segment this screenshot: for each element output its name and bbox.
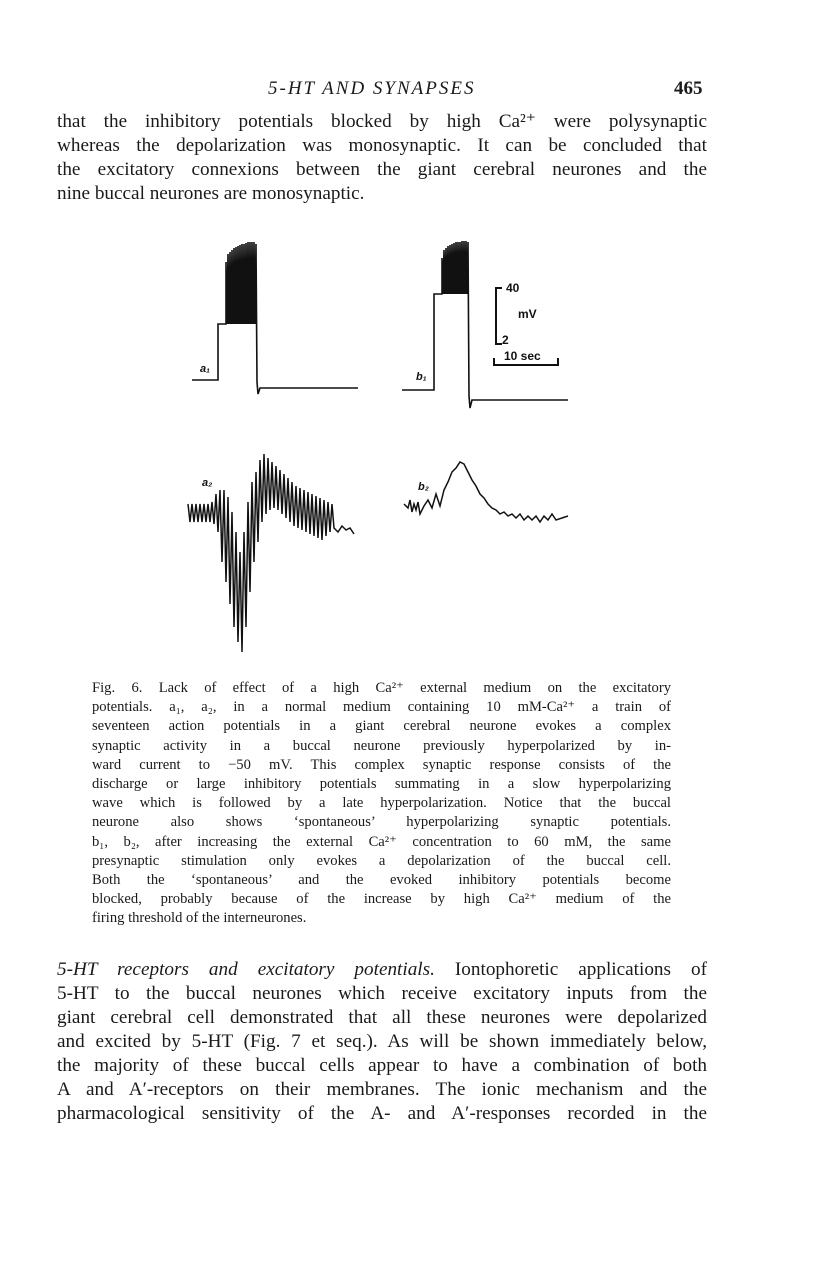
label-a2: a₂ [202,477,213,489]
scale-voltage-bottom: 2 [502,333,509,347]
paragraph-line: 5-HT to the buccal neurones which receive excitatory inputs from the [57,983,707,1004]
caption-line: wave which is followed by a late hyperpolarization. Notice that the buccal [92,795,671,812]
caption-line: presynaptic stimulation only evokes a depolarization of the buccal cell. [92,852,671,869]
paragraph-2 [57,958,707,1126]
caption-line: blocked, probably because of the increase by high Ca²⁺ medium of the [92,891,671,908]
caption-line: b₁, b₂, after increasing the external Ca²⁺ concentration to 60 mM, the same [92,833,671,850]
paragraph-line: that the inhibitory potentials blocked by high Ca²⁺ were polysynaptic [57,111,707,132]
paragraph-1 [57,110,707,206]
caption-line: potentials. a₁, a₂, in a normal medium containing 10 mM-Ca²⁺ a train of [92,699,671,716]
figure-6 [180,232,580,672]
caption-line: firing threshold of the interneurones. [92,910,307,927]
scale-voltage-unit: mV [518,307,537,321]
paragraph-line: whereas the depolarization was monosynaptic. It can be concluded that [57,135,707,156]
paragraph-line: Iontophoretic applications of [434,959,707,980]
caption-line: ward current to −50 mV. This complex synaptic response consists of the [92,756,671,773]
figure-traces [180,232,580,672]
caption-line: Both the ‘spontaneous’ and the evoked inhibitory potentials become [92,872,671,889]
caption-line: discharge or large inhibitory potentials summating in a slow hyperpolarizing [92,776,671,793]
running-head [0,78,816,102]
label-b2: b₂ [418,481,429,493]
paragraph-line: pharmacological sensitivity of the A- and A′-responses recorded in the [57,1103,707,1124]
scale-time: 10 sec [504,349,541,363]
trace-b1 [402,241,568,408]
paragraph-line: the majority of these buccal cells appear to have a combination of both [57,1055,707,1076]
running-title: 5-HT AND SYNAPSES [268,78,476,99]
figure-caption [92,679,671,929]
scale-voltage-top: 40 [506,281,520,295]
trace-a1-blob [226,268,256,324]
paragraph-line: nine buccal neurones are monosynaptic. [57,183,365,204]
paragraph-first-line [57,958,707,982]
paragraph-line: giant cerebral cell demonstrated that all these neurones were depolarized [57,1007,707,1028]
label-b1: b₁ [416,371,427,383]
caption-line: neurone also shows ‘spontaneous’ hyperpolarizing synaptic potentials. [92,814,671,831]
caption-line: Fig. 6. Lack of effect of a high Ca²⁺ external medium on the excitatory [92,680,671,696]
label-a1: a₁ [200,363,210,375]
caption-line: seventeen action potentials in a giant cerebral neurone evokes a complex [92,718,671,735]
paragraph-line: A and A′-receptors on their membranes. The ionic mechanism and the [57,1079,707,1100]
paragraph-line: the excitatory connexions between the giant cerebral neurones and the [57,159,707,180]
caption-line: synaptic activity in a buccal neurone previously hyperpolarized by in- [92,737,671,754]
paragraph-line: and excited by 5-HT (Fig. 7 et seq.). As will be shown immediately below, [57,1031,707,1052]
page-number: 465 [674,78,703,99]
trace-a2 [188,454,354,652]
trace-a1 [192,242,358,394]
section-heading: 5-HT receptors and excitatory potentials. [57,959,435,980]
